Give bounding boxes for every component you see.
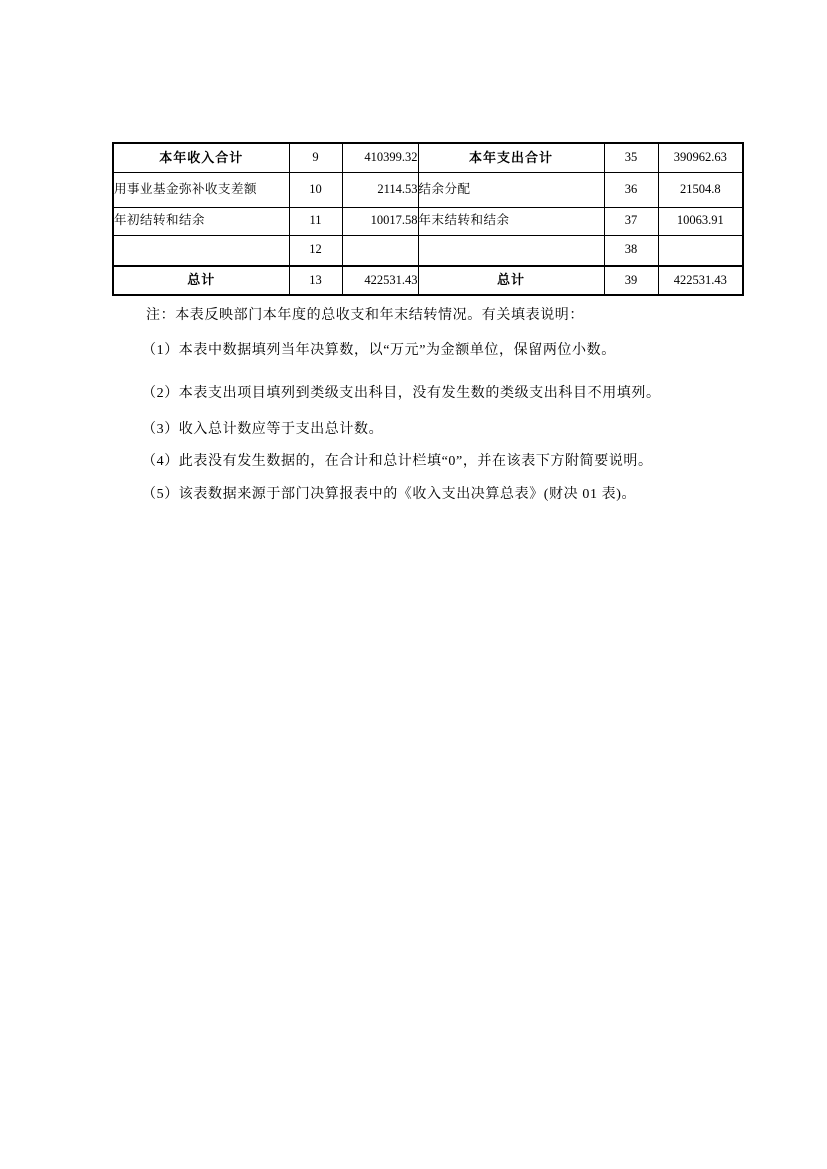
- cell-income-line-no: 13: [289, 266, 342, 295]
- cell-expenditure-line-no: 38: [604, 235, 658, 266]
- cell-expenditure-amount: [658, 235, 743, 266]
- cell-income-line-no: 9: [289, 143, 342, 172]
- cell-income-total-label: 总计: [113, 266, 289, 295]
- cell-expenditure-line-no: 36: [604, 172, 658, 207]
- cell-income-amount: 2114.53: [342, 172, 418, 207]
- cell-income-line-no: 12: [289, 235, 342, 266]
- income-expenditure-summary-table: [112, 142, 744, 296]
- cell-income-amount: 410399.32: [342, 143, 418, 172]
- cell-expenditure-line-no: 39: [604, 266, 658, 295]
- note-item-1: （1）本表中数据填列当年决算数，以“万元”为金额单位，保留两位小数。: [142, 343, 616, 358]
- cell-income-item: [113, 235, 289, 266]
- table-row-total: [113, 266, 743, 295]
- note-item-5: （5）该表数据来源于部门决算报表中的《收入支出决算总表》(财决 01 表)。: [142, 487, 637, 502]
- cell-income-amount: [342, 235, 418, 266]
- cell-expenditure-line-no: 35: [604, 143, 658, 172]
- note-item-4: （4）此表没有发生数据的，在合计和总计栏填“0”，并在该表下方附简要说明。: [142, 454, 653, 469]
- cell-expenditure-item: [418, 235, 604, 266]
- cell-expenditure-total-label: 总计: [418, 266, 604, 295]
- cell-expenditure-item: 本年支出合计: [418, 143, 604, 172]
- table-row: [113, 172, 743, 207]
- cell-income-item: 用事业基金弥补收支差额: [113, 172, 289, 207]
- cell-income-line-no: 10: [289, 172, 342, 207]
- cell-income-amount: 10017.58: [342, 207, 418, 235]
- cell-income-item: 本年收入合计: [113, 143, 289, 172]
- cell-expenditure-amount: 10063.91: [658, 207, 743, 235]
- note-item-3: （3）收入总计数应等于支出总计数。: [142, 422, 384, 437]
- table-row: [113, 207, 743, 235]
- cell-expenditure-total-amount: 422531.43: [658, 266, 743, 295]
- cell-expenditure-amount: 21504.8: [658, 172, 743, 207]
- table-row: [113, 235, 743, 266]
- cell-expenditure-amount: 390962.63: [658, 143, 743, 172]
- cell-expenditure-item: 结余分配: [418, 172, 604, 207]
- cell-expenditure-line-no: 37: [604, 207, 658, 235]
- cell-income-line-no: 11: [289, 207, 342, 235]
- notes-intro: 注：本表反映部门本年度的总收支和年末结转情况。有关填表说明：: [146, 308, 584, 323]
- cell-income-item: 年初结转和结余: [113, 207, 289, 235]
- cell-income-total-amount: 422531.43: [342, 266, 418, 295]
- note-item-2: （2）本表支出项目填列到类级支出科目，没有发生数的类级支出科目不用填列。: [142, 386, 661, 401]
- cell-expenditure-item: 年末结转和结余: [418, 207, 604, 235]
- table-row: [113, 143, 743, 172]
